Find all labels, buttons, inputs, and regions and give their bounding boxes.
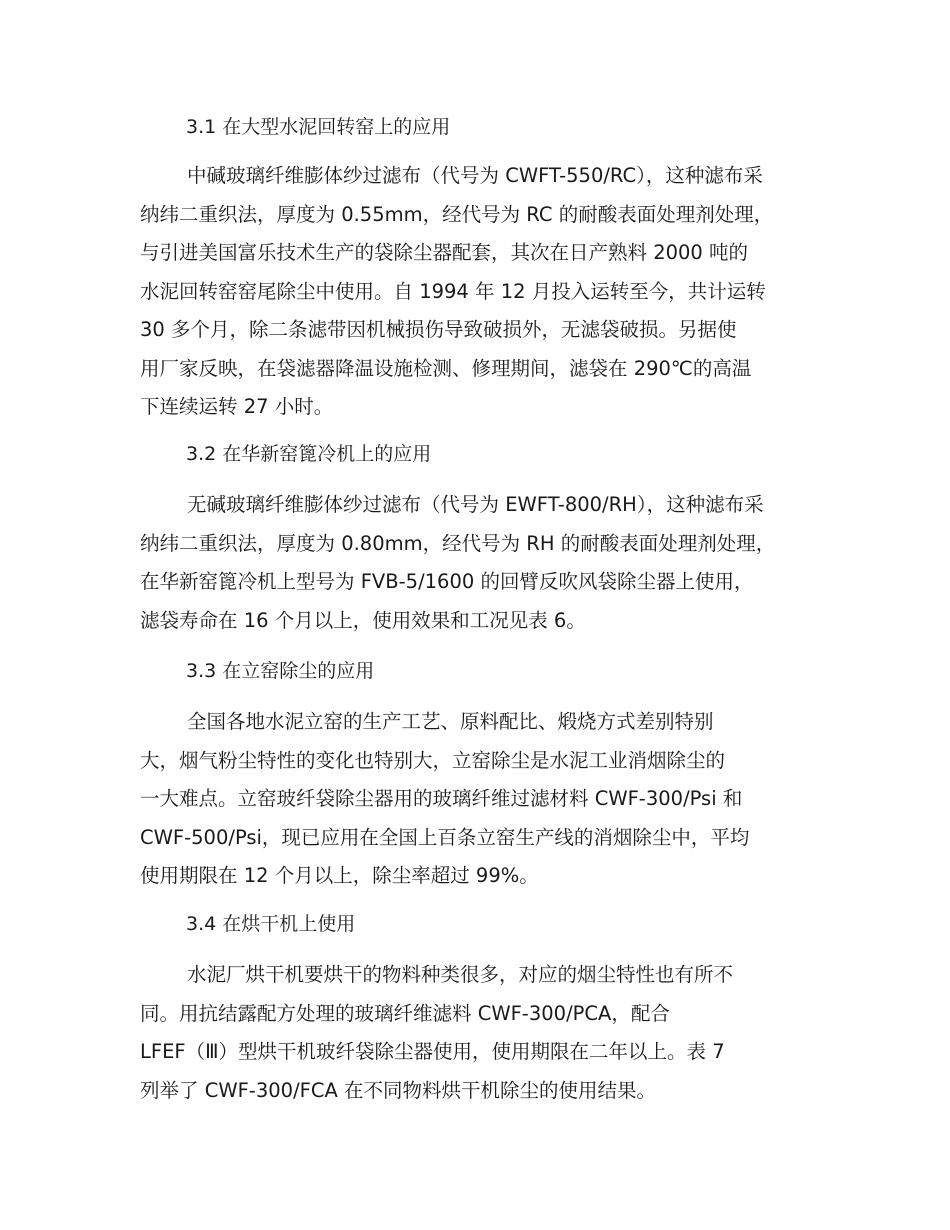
section-paragraph-3-1 bbox=[140, 157, 820, 427]
paragraph-line: 大，烟气粉尘特性的变化也特别大，立窑除尘是水泥工业消烟除尘的 bbox=[140, 748, 726, 772]
section-heading-3-2: 3.2 在华新窑篦冷机上的应用 bbox=[186, 443, 432, 465]
paragraph-line: 一大难点。立窑玻纤袋除尘器用的玻璃纤维过滤材料 CWF-300/Psi 和 bbox=[140, 787, 743, 810]
paragraph-line: 全国各地水泥立窑的生产工艺、原料配比、煅烧方式差别特别 bbox=[187, 710, 714, 733]
paragraph-line: 用厂家反映，在袋滤器降温设施检测、修理期间，滤袋在 290℃的高温 bbox=[140, 356, 752, 380]
section-heading-3-4: 3.4 在烘干机上使用 bbox=[186, 913, 356, 935]
paragraph-line: 纳纬二重织法，厚度为 0.80mm，经代号为 RH 的耐酸表面处理剂处理， bbox=[140, 531, 776, 555]
paragraph-line: 列举了 CWF-300/FCA 在不同物料烘干机除尘的使用结果。 bbox=[140, 1078, 657, 1102]
paragraph-line: 中碱玻璃纤维膨体纱过滤布（代号为 CWFT-550/RC），这种滤布采 bbox=[187, 164, 763, 187]
paragraph-line: 在华新窑篦冷机上型号为 FVB-5/1600 的回臂反吹风袋除尘器上使用， bbox=[140, 570, 754, 593]
paragraph-line: 下连续运转 27 小时。 bbox=[140, 395, 334, 418]
section-paragraph-3-3 bbox=[140, 703, 820, 896]
paragraph-line: 滤袋寿命在 16 个月以上，使用效果和工况见表 6。 bbox=[140, 608, 586, 632]
paragraph-line: CWF-500/Psi，现已应用在全国上百条立窑生产线的消烟除尘中，平均 bbox=[140, 825, 750, 849]
paragraph-line: 纳纬二重织法，厚度为 0.55mm，经代号为 RC 的耐酸表面处理剂处理， bbox=[140, 202, 774, 226]
paragraph-line: 水泥回转窑窑尾除尘中使用。自 1994 年 12 月投入运转至今，共计运转 bbox=[140, 279, 766, 303]
section-heading-3-3: 3.3 在立窑除尘的应用 bbox=[186, 660, 375, 682]
paragraph-line: 使用期限在 12 个月以上，除尘率超过 99%。 bbox=[140, 864, 539, 887]
paragraph-line: 水泥厂烘干机要烘干的物料种类很多，对应的烟尘特性也有所不 bbox=[187, 963, 734, 986]
paragraph-line: 30 多个月，除二条滤带因机械损伤导致破损外，无滤袋破损。另据使 bbox=[140, 318, 737, 341]
paragraph-line: 无碱玻璃纤维膨体纱过滤布（代号为 EWFT-800/RH），这种滤布采 bbox=[187, 493, 764, 516]
section-paragraph-3-4 bbox=[140, 956, 820, 1110]
section-heading-3-1: 3.1 在大型水泥回转窑上的应用 bbox=[186, 116, 451, 138]
section-paragraph-3-2 bbox=[140, 486, 820, 640]
paragraph-line: 与引进美国富乐技术生产的袋除尘器配套，其次在日产熟料 2000 吨的 bbox=[140, 241, 749, 264]
paragraph-line: 同。用抗结露配方处理的玻璃纤维滤料 CWF-300/PCA，配合 bbox=[140, 1001, 670, 1025]
paragraph-line: LFEF（Ⅲ）型烘干机玻纤袋除尘器使用，使用期限在二年以上。表 7 bbox=[140, 1040, 725, 1063]
